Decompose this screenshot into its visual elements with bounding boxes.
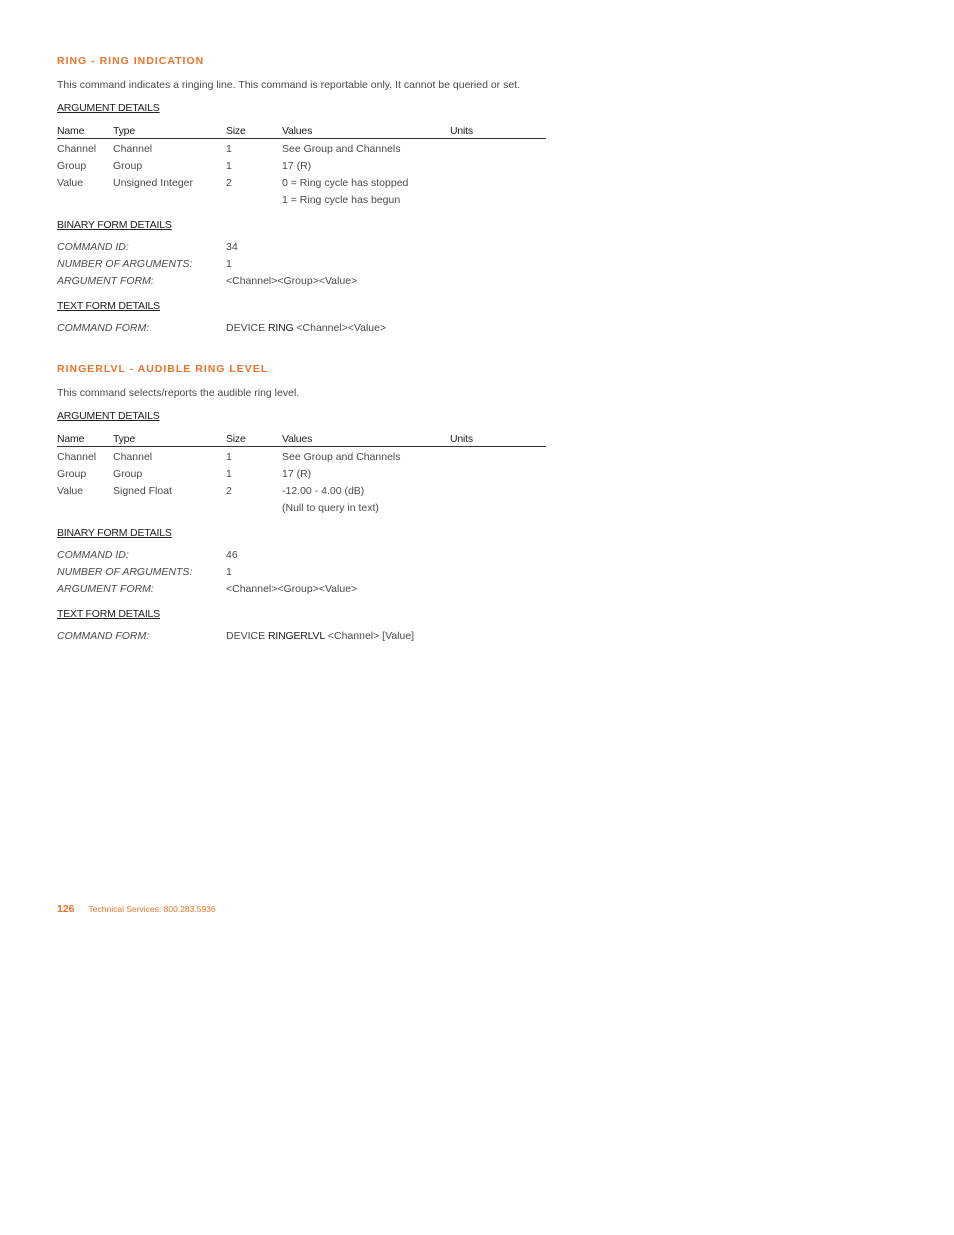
table-row — [57, 175, 546, 192]
text-form-heading: TEXT FORM DETAILS — [57, 608, 160, 620]
section-description: This command indicates a ringing line. This command is reportable only. It cannot be queried or set. — [57, 79, 521, 91]
header-values: Values — [282, 124, 450, 139]
command-keyword: RINGERLVL — [268, 630, 325, 642]
num-args-label: NUMBER OF ARGUMENTS — [57, 566, 190, 578]
num-args-row: NUMBER OF ARGUMENTS: 1 — [57, 256, 546, 273]
command-prefix: DEVICE — [226, 322, 269, 334]
text-form-heading: TEXT FORM DETAILS — [57, 300, 160, 312]
num-args-row: NUMBER OF ARGUMENTS: 1 — [57, 564, 546, 581]
binary-form-details — [57, 239, 546, 290]
section-ringerlvl — [57, 362, 546, 645]
cell-size: 2 — [226, 177, 232, 189]
cell-units — [450, 175, 546, 192]
cell-values: 1 = Ring cycle has begun — [282, 194, 401, 206]
cell-type: Group — [113, 468, 143, 480]
cell-type: Channel — [113, 143, 153, 155]
command-form-row: COMMAND FORM: DEVICE RING <Channel><Value> — [57, 320, 546, 337]
command-form-value — [226, 320, 546, 337]
command-form-label: COMMAND FORM — [57, 322, 147, 334]
argument-table — [57, 124, 546, 209]
cell-size — [226, 500, 282, 517]
binary-form-heading: BINARY FORM DETAILS — [57, 219, 172, 231]
arg-form-value: <Channel><Group><Value> — [226, 583, 358, 595]
argument-details-heading: ARGUMENT DETAILS — [57, 102, 160, 114]
arg-form-label: ARGUMENT FORM — [57, 583, 151, 595]
command-id-row: COMMAND ID: 34 — [57, 239, 546, 256]
cell-size: 1 — [226, 143, 232, 155]
table-row — [57, 447, 546, 467]
cell-type — [113, 192, 226, 209]
cell-units — [450, 483, 546, 500]
section-title: RINGERLVL - AUDIBLE RING LEVEL — [57, 363, 269, 375]
cell-name: Channel — [57, 451, 97, 463]
cell-units — [450, 466, 546, 483]
table-row — [57, 139, 546, 159]
cell-values: 17 (R) — [282, 468, 312, 480]
command-id-value: 46 — [226, 549, 238, 561]
text-form-details — [57, 320, 546, 337]
section-description: This command selects/reports the audible ring level. — [57, 387, 300, 399]
cell-name — [57, 192, 113, 209]
cell-units — [450, 500, 546, 517]
command-args: <Channel> [Value] — [324, 630, 415, 642]
cell-size: 1 — [226, 451, 232, 463]
footer-contact: Technical Services: 800.283.5936 — [88, 904, 216, 914]
cell-size: 2 — [226, 485, 232, 497]
arg-form-value: <Channel><Group><Value> — [226, 275, 358, 287]
binary-form-details — [57, 547, 546, 598]
header-size: Size — [226, 432, 282, 447]
command-id-value: 34 — [226, 241, 238, 253]
cell-values: 17 (R) — [282, 160, 312, 172]
binary-form-heading: BINARY FORM DETAILS — [57, 527, 172, 539]
header-type: Type — [113, 124, 226, 139]
cell-type: Group — [113, 160, 143, 172]
section-title: RING - RING INDICATION — [57, 55, 205, 67]
cell-type: Unsigned Integer — [113, 177, 193, 189]
table-row — [57, 483, 546, 500]
cell-name: Value — [57, 485, 84, 497]
num-args-value: 1 — [226, 258, 232, 270]
num-args-value: 1 — [226, 566, 232, 578]
num-args-label: NUMBER OF ARGUMENTS — [57, 258, 190, 270]
arg-form-row: ARGUMENT FORM: <Channel><Group><Value> — [57, 273, 546, 290]
cell-type — [113, 500, 226, 517]
text-form-details — [57, 628, 546, 645]
command-id-label: COMMAND ID — [57, 549, 126, 561]
cell-values: -12.00 - 4.00 (dB) — [282, 485, 365, 497]
cell-size: 1 — [226, 160, 232, 172]
command-form-label: COMMAND FORM — [57, 630, 147, 642]
argument-details-heading: ARGUMENT DETAILS — [57, 410, 160, 422]
arg-form-row: ARGUMENT FORM: <Channel><Group><Value> — [57, 581, 546, 598]
cell-values: See Group and Channels — [282, 451, 401, 463]
cell-type: Channel — [113, 451, 153, 463]
cell-name: Group — [57, 160, 87, 172]
cell-values: (Null to query in text) — [282, 502, 379, 514]
table-row — [57, 500, 546, 517]
command-form-row: COMMAND FORM: DEVICE RINGERLVL <Channel> [Value] — [57, 628, 546, 645]
cell-name — [57, 500, 113, 517]
table-header-row — [57, 124, 546, 139]
cell-name: Value — [57, 177, 84, 189]
header-values: Values — [282, 432, 450, 447]
table-row — [57, 466, 546, 483]
header-units: Units — [450, 432, 546, 447]
cell-units — [450, 158, 546, 175]
cell-name: Channel — [57, 143, 97, 155]
cell-values: 0 = Ring cycle has stopped — [282, 177, 409, 189]
page-number: 126 — [57, 903, 75, 915]
command-prefix: DEVICE — [226, 630, 269, 642]
cell-size — [226, 192, 282, 209]
table-row — [57, 192, 546, 209]
header-name: Name — [57, 124, 113, 139]
header-units: Units — [450, 124, 546, 139]
table-row — [57, 158, 546, 175]
header-size: Size — [226, 124, 282, 139]
cell-size: 1 — [226, 468, 232, 480]
cell-values: See Group and Channels — [282, 143, 401, 155]
page-footer — [57, 901, 216, 915]
command-form-value — [226, 628, 546, 645]
cell-units — [450, 192, 546, 209]
header-type: Type — [113, 432, 226, 447]
cell-type: Signed Float — [113, 485, 172, 497]
cell-units — [450, 447, 546, 467]
table-header-row — [57, 432, 546, 447]
command-id-label: COMMAND ID — [57, 241, 126, 253]
argument-table — [57, 432, 546, 517]
arg-form-label: ARGUMENT FORM — [57, 275, 151, 287]
command-args: <Channel><Value> — [293, 322, 387, 334]
command-id-row: COMMAND ID: 46 — [57, 547, 546, 564]
cell-name: Group — [57, 468, 87, 480]
cell-units — [450, 139, 546, 159]
section-ring — [57, 54, 546, 337]
command-keyword: RING — [268, 322, 294, 334]
header-name: Name — [57, 432, 113, 447]
